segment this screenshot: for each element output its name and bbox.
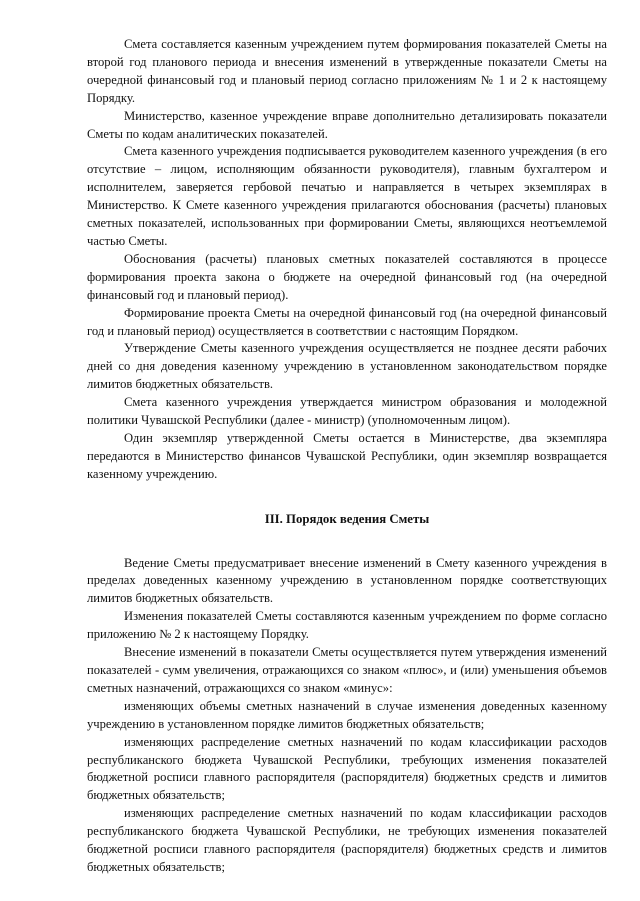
paragraph-change-form: Изменения показателей Сметы составляются казенным учреждением по форме согласно приложению № 2 к настоящему Порядку. [87, 609, 607, 642]
document-body [87, 36, 607, 877]
paragraph-approval-deadline: Утверждение Сметы казенного учреждения осуществляется не позднее десяти рабочих дней со дня доведения казенному учреждению в установленном законодательством порядке лимитов бюджетных обязательств. [87, 341, 607, 392]
list-item-distribution-requiring: изменяющих распределение сметных назначений по кодам классификации расходов республиканского бюджета Чувашской Республики, требующих изменения показателей бюджетной росписи главного распорядителя (распорядителя) бюджетных средств и лимитов бюджетных обязательств; [87, 734, 607, 803]
paragraph-draft-formation: Формирование проекта Сметы на очередной финансовый год (на очередной финансовый год и плановый период) осуществляется в соответствии с настоящим Порядком. [87, 305, 607, 338]
paragraph-change-procedure: Внесение изменений в показатели Сметы осуществляется путем утверждения изменений показателей - сумм увеличения, отражающихся со знаком «плюс», и (или) уменьшения объемов сметных назначений, отражающихся со знаком «минус»: [87, 645, 607, 695]
paragraph-signing: Смета казенного учреждения подписывается руководителем казенного учреждения (в его отсутствие – лицом, исполняющим обязанности руководителя), главным бухгалтером и исполнителем, заверяется гербовой печатью и направляется в четырех экземплярах в Министерство. К Смете казенного учреждения прилагаются обоснования (расчеты) плановых сметных показателей, использованных при формировании Сметы, являющихся неотъемлемой частью Сметы. [87, 144, 607, 248]
list-item-distribution-not-requiring: изменяющих распределение сметных назначений по кодам классификации расходов республиканского бюджета Чувашской Республики, не требующих изменения показателей бюджетной росписи главного распорядителя (распорядителя) бюджетных средств и лимитов бюджетных обязательств; [87, 806, 607, 874]
paragraph-detailing: Министерство, казенное учреждение вправе дополнительно детализировать показатели Сметы по кодам аналитических показателей. [87, 108, 607, 141]
list-item-volume-change: изменяющих объемы сметных назначений в случае изменения доведенных казенному учреждению в установленном порядке лимитов бюджетных обязательств; [87, 698, 607, 731]
paragraph-maintenance: Ведение Сметы предусматривает внесение изменений в Смету казенного учреждения в пределах доведенных казенному учреждению в установленном порядке соответствующих лимитов бюджетных обязательств. [87, 555, 607, 606]
section-heading: III. Порядок ведения Сметы [264, 511, 430, 526]
paragraph-justifications: Обоснования (расчеты) плановых сметных показателей составляются в процессе формирования проекта закона о бюджете на очередной финансовый год (на очередной финансовый год и плановый период). [87, 251, 607, 302]
paragraph-copies: Один экземпляр утвержденной Сметы остается в Министерстве, два экземпляра передаются в Министерство финансов Чувашской Республики, один экземпляр возвращается казенному учреждению. [87, 430, 607, 481]
paragraph-smeta-formation: Смета составляется казенным учреждением путем формирования показателей Сметы на второй год планового периода и внесения изменений в утвержденные показатели Сметы на очередной финансовый год и плановый период согласно приложениям № 1 и 2 к настоящему Порядку. [87, 37, 607, 105]
paragraph-approver: Смета казенного учреждения утверждается министром образования и молодежной политики Чувашской Республики (далее - министр) (уполномоченным лицом). [87, 395, 607, 428]
